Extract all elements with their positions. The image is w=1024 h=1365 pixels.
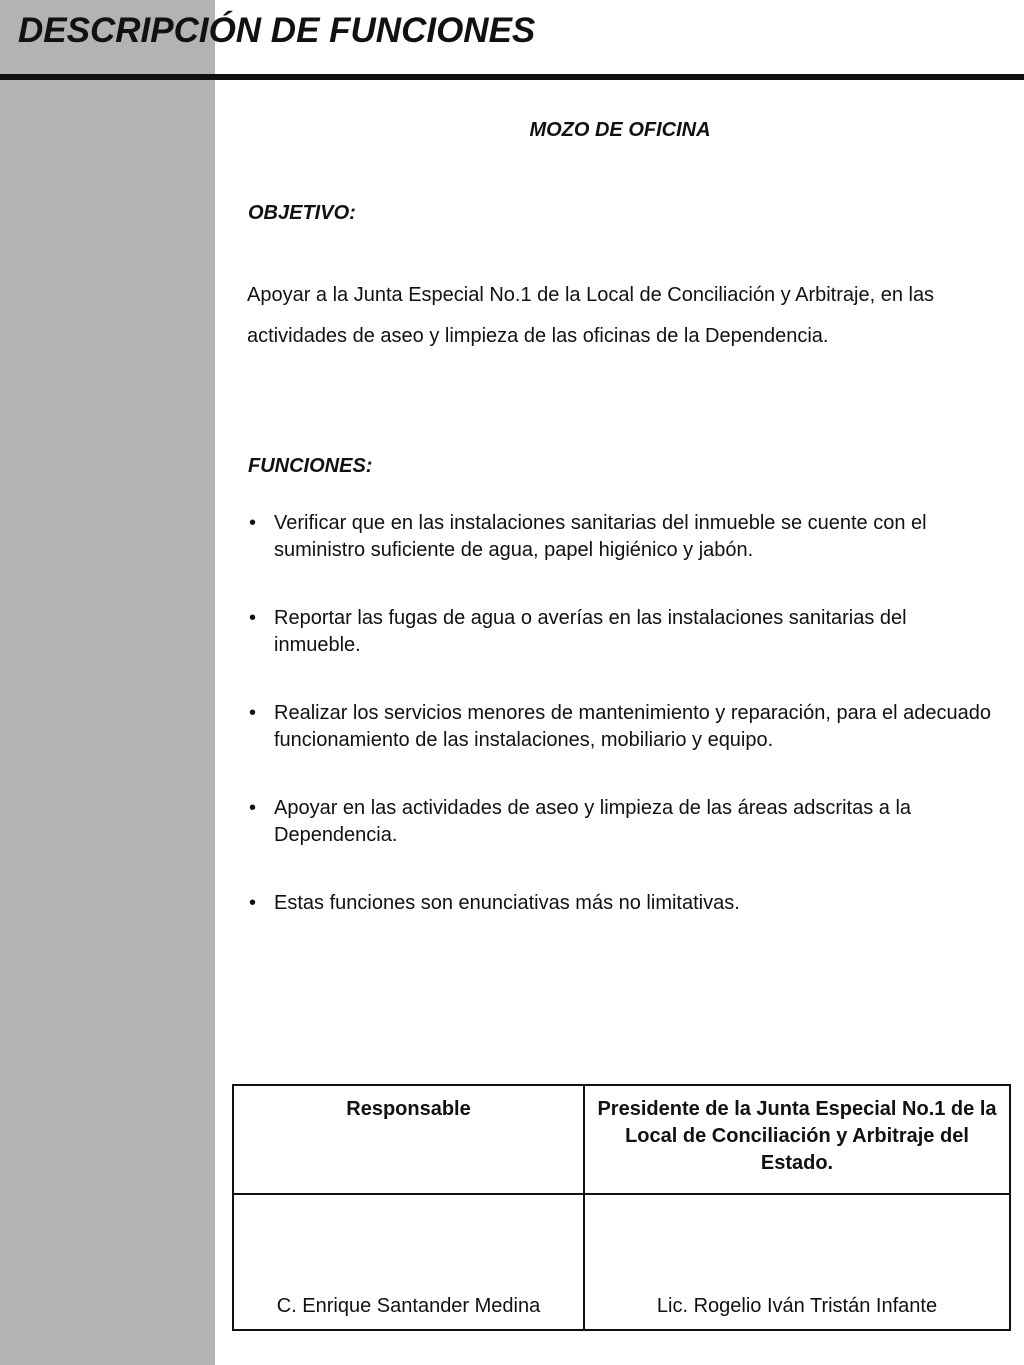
function-item <box>247 795 997 849</box>
job-title: MOZO DE OFICINA <box>529 119 711 141</box>
function-text: Estas funciones son enunciativas más no limitativas. <box>274 892 740 914</box>
function-item <box>247 890 997 917</box>
responsible-name-cell: C. Enrique Santander Medina <box>233 1194 584 1330</box>
function-text: Verificar que en las instalaciones sanitarias del inmueble se cuente con el suministro suficiente de agua, papel higiénico y jabón. <box>274 512 927 561</box>
document-header <box>0 0 1024 76</box>
bullet-marker: • <box>249 607 257 629</box>
page-title: DESCRIPCIÓN DE FUNCIONES <box>18 11 536 50</box>
objective-text: Apoyar a la Junta Especial No.1 de la Local de Conciliación y Arbitraje, en las actividades de aseo y limpieza de las oficinas de la Dependencia. <box>247 284 935 347</box>
function-text: Reportar las fugas de agua o averías en las instalaciones sanitarias del inmueble. <box>274 607 907 656</box>
president-header-cell: Presidente de la Junta Especial No.1 de la Local de Conciliación y Arbitraje del Estado. <box>584 1085 1010 1194</box>
gray-sidebar <box>0 0 215 1365</box>
function-item <box>247 510 997 564</box>
bullet-marker: • <box>249 892 257 914</box>
bullet-marker: • <box>249 797 257 819</box>
function-text: Apoyar en las actividades de aseo y limpieza de las áreas adscritas a la Dependencia. <box>274 797 912 846</box>
functions-heading: FUNCIONES: <box>248 455 373 477</box>
bullet-marker: • <box>249 702 257 724</box>
header-divider <box>0 74 1024 80</box>
responsible-header-cell: Responsable <box>233 1085 584 1194</box>
function-text: Realizar los servicios menores de mantenimiento y reparación, para el adecuado funcionamiento de las instalaciones, mobiliario y equipo. <box>274 702 992 751</box>
objective-heading: OBJETIVO: <box>248 202 356 224</box>
function-item <box>247 605 997 659</box>
signature-table <box>232 1084 1011 1331</box>
function-item <box>247 700 997 754</box>
bullet-marker: • <box>249 512 257 534</box>
president-name-cell: Lic. Rogelio Iván Tristán Infante <box>584 1194 1010 1330</box>
signature-header-row <box>233 1085 1010 1194</box>
functions-list <box>247 510 997 958</box>
signature-name-row <box>233 1194 1010 1330</box>
